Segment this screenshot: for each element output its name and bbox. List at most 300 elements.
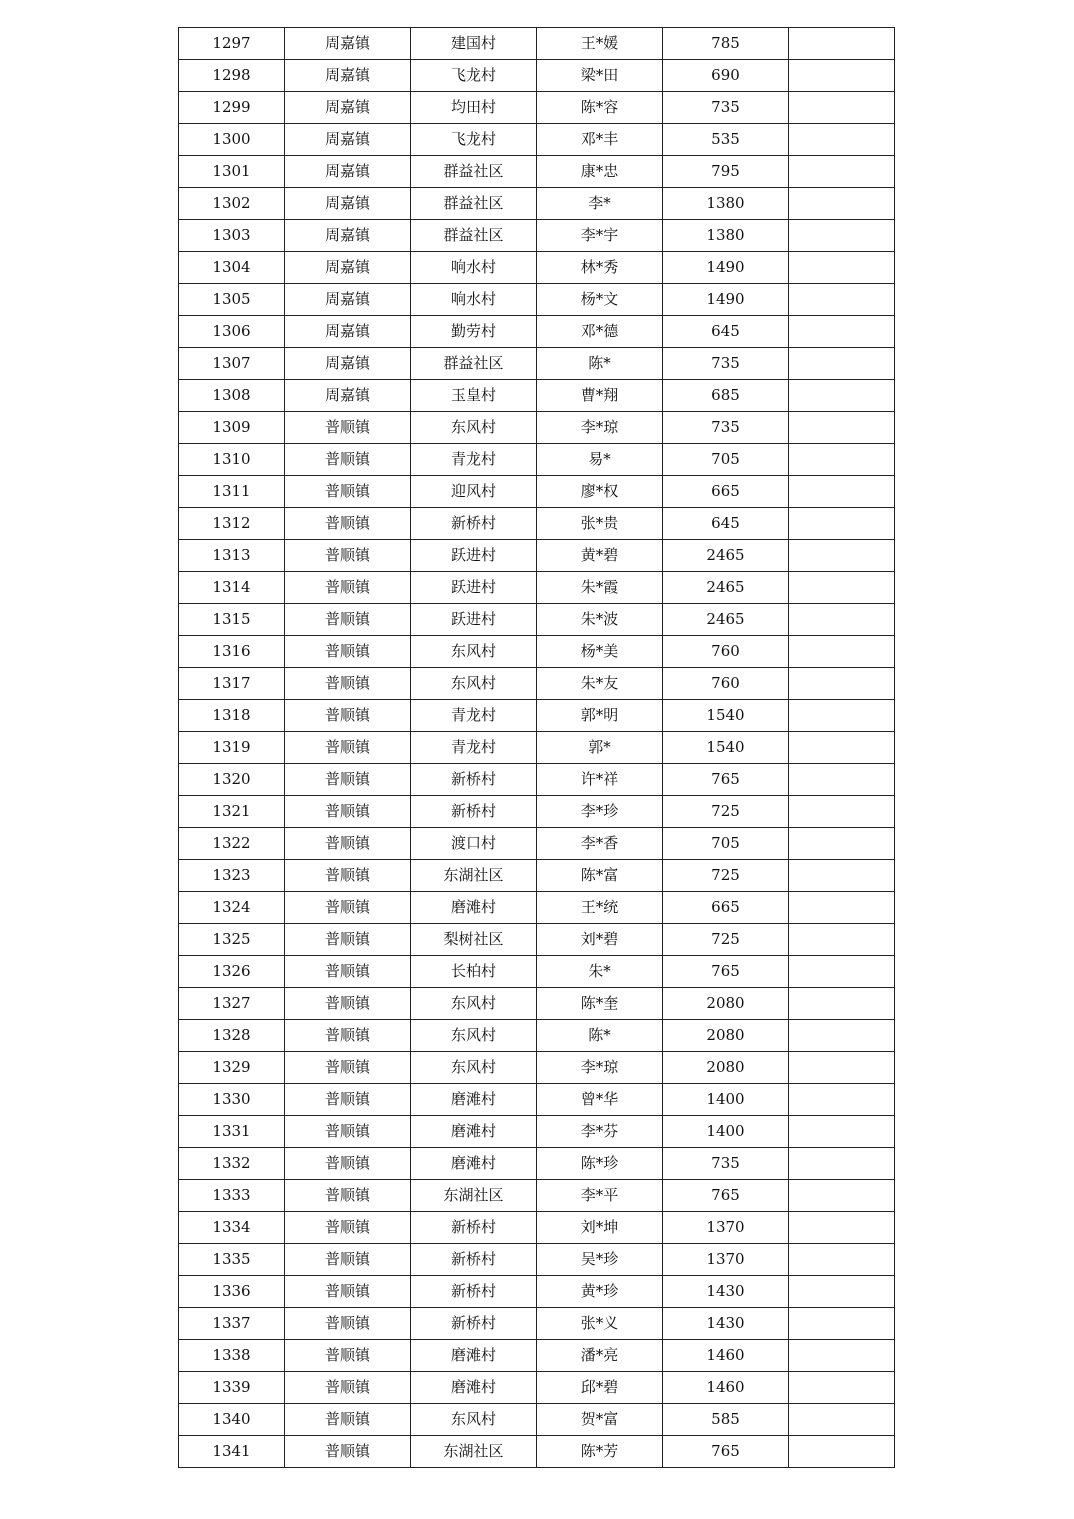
town-cell: 普顺镇 bbox=[285, 1148, 411, 1180]
remark-cell bbox=[789, 124, 895, 156]
village-cell: 东湖社区 bbox=[411, 1180, 537, 1212]
serial-number-cell: 1312 bbox=[179, 508, 285, 540]
name-cell: 易* bbox=[537, 444, 663, 476]
amount-cell: 2465 bbox=[663, 604, 789, 636]
serial-number-cell: 1305 bbox=[179, 284, 285, 316]
remark-cell bbox=[789, 412, 895, 444]
remark-cell bbox=[789, 700, 895, 732]
village-cell: 建国村 bbox=[411, 28, 537, 60]
town-cell: 普顺镇 bbox=[285, 636, 411, 668]
table-row bbox=[179, 540, 895, 572]
table-row bbox=[179, 252, 895, 284]
name-cell: 陈*富 bbox=[537, 860, 663, 892]
name-cell: 刘*碧 bbox=[537, 924, 663, 956]
village-cell: 梨树社区 bbox=[411, 924, 537, 956]
amount-cell: 1380 bbox=[663, 188, 789, 220]
table-row bbox=[179, 700, 895, 732]
amount-cell: 735 bbox=[663, 1148, 789, 1180]
village-cell: 东风村 bbox=[411, 1020, 537, 1052]
amount-cell: 1370 bbox=[663, 1244, 789, 1276]
town-cell: 普顺镇 bbox=[285, 668, 411, 700]
serial-number-cell: 1327 bbox=[179, 988, 285, 1020]
roster-table bbox=[178, 27, 895, 1468]
village-cell: 新桥村 bbox=[411, 508, 537, 540]
village-cell: 长柏村 bbox=[411, 956, 537, 988]
table-row bbox=[179, 60, 895, 92]
serial-number-cell: 1334 bbox=[179, 1212, 285, 1244]
town-cell: 周嘉镇 bbox=[285, 124, 411, 156]
remark-cell bbox=[789, 1052, 895, 1084]
name-cell: 王*统 bbox=[537, 892, 663, 924]
name-cell: 陈* bbox=[537, 1020, 663, 1052]
amount-cell: 765 bbox=[663, 1180, 789, 1212]
table-row bbox=[179, 1404, 895, 1436]
table-row bbox=[179, 444, 895, 476]
table-row bbox=[179, 604, 895, 636]
table-row bbox=[179, 28, 895, 60]
remark-cell bbox=[789, 892, 895, 924]
amount-cell: 705 bbox=[663, 828, 789, 860]
serial-number-cell: 1314 bbox=[179, 572, 285, 604]
village-cell: 飞龙村 bbox=[411, 124, 537, 156]
table-row bbox=[179, 1244, 895, 1276]
serial-number-cell: 1297 bbox=[179, 28, 285, 60]
name-cell: 李*香 bbox=[537, 828, 663, 860]
remark-cell bbox=[789, 1244, 895, 1276]
amount-cell: 1460 bbox=[663, 1340, 789, 1372]
remark-cell bbox=[789, 1372, 895, 1404]
serial-number-cell: 1311 bbox=[179, 476, 285, 508]
remark-cell bbox=[789, 540, 895, 572]
town-cell: 周嘉镇 bbox=[285, 380, 411, 412]
amount-cell: 1490 bbox=[663, 284, 789, 316]
amount-cell: 1370 bbox=[663, 1212, 789, 1244]
amount-cell: 760 bbox=[663, 668, 789, 700]
serial-number-cell: 1298 bbox=[179, 60, 285, 92]
name-cell: 郭* bbox=[537, 732, 663, 764]
village-cell: 新桥村 bbox=[411, 796, 537, 828]
name-cell: 张*贵 bbox=[537, 508, 663, 540]
serial-number-cell: 1300 bbox=[179, 124, 285, 156]
serial-number-cell: 1332 bbox=[179, 1148, 285, 1180]
serial-number-cell: 1307 bbox=[179, 348, 285, 380]
town-cell: 周嘉镇 bbox=[285, 156, 411, 188]
remark-cell bbox=[789, 60, 895, 92]
town-cell: 普顺镇 bbox=[285, 1052, 411, 1084]
amount-cell: 2080 bbox=[663, 988, 789, 1020]
name-cell: 杨*文 bbox=[537, 284, 663, 316]
town-cell: 普顺镇 bbox=[285, 924, 411, 956]
name-cell: 吴*珍 bbox=[537, 1244, 663, 1276]
remark-cell bbox=[789, 1148, 895, 1180]
amount-cell: 1380 bbox=[663, 220, 789, 252]
name-cell: 邓*德 bbox=[537, 316, 663, 348]
name-cell: 朱* bbox=[537, 956, 663, 988]
amount-cell: 585 bbox=[663, 1404, 789, 1436]
serial-number-cell: 1316 bbox=[179, 636, 285, 668]
table-row bbox=[179, 92, 895, 124]
table-row bbox=[179, 412, 895, 444]
table-row bbox=[179, 476, 895, 508]
remark-cell bbox=[789, 1404, 895, 1436]
village-cell: 新桥村 bbox=[411, 764, 537, 796]
name-cell: 朱*友 bbox=[537, 668, 663, 700]
amount-cell: 665 bbox=[663, 892, 789, 924]
name-cell: 梁*田 bbox=[537, 60, 663, 92]
village-cell: 群益社区 bbox=[411, 188, 537, 220]
remark-cell bbox=[789, 572, 895, 604]
name-cell: 杨*美 bbox=[537, 636, 663, 668]
serial-number-cell: 1319 bbox=[179, 732, 285, 764]
remark-cell bbox=[789, 348, 895, 380]
village-cell: 新桥村 bbox=[411, 1276, 537, 1308]
town-cell: 普顺镇 bbox=[285, 1276, 411, 1308]
name-cell: 邱*碧 bbox=[537, 1372, 663, 1404]
village-cell: 磨滩村 bbox=[411, 1084, 537, 1116]
serial-number-cell: 1320 bbox=[179, 764, 285, 796]
serial-number-cell: 1321 bbox=[179, 796, 285, 828]
name-cell: 郭*明 bbox=[537, 700, 663, 732]
town-cell: 普顺镇 bbox=[285, 1340, 411, 1372]
town-cell: 周嘉镇 bbox=[285, 28, 411, 60]
table-row bbox=[179, 1116, 895, 1148]
village-cell: 东风村 bbox=[411, 668, 537, 700]
amount-cell: 665 bbox=[663, 476, 789, 508]
table-row bbox=[179, 668, 895, 700]
town-cell: 普顺镇 bbox=[285, 1404, 411, 1436]
town-cell: 普顺镇 bbox=[285, 572, 411, 604]
remark-cell bbox=[789, 668, 895, 700]
remark-cell bbox=[789, 28, 895, 60]
name-cell: 陈*奎 bbox=[537, 988, 663, 1020]
amount-cell: 1460 bbox=[663, 1372, 789, 1404]
village-cell: 飞龙村 bbox=[411, 60, 537, 92]
town-cell: 普顺镇 bbox=[285, 1212, 411, 1244]
name-cell: 陈*容 bbox=[537, 92, 663, 124]
village-cell: 东风村 bbox=[411, 1404, 537, 1436]
village-cell: 东风村 bbox=[411, 636, 537, 668]
table-row bbox=[179, 348, 895, 380]
remark-cell bbox=[789, 220, 895, 252]
serial-number-cell: 1313 bbox=[179, 540, 285, 572]
remark-cell bbox=[789, 1212, 895, 1244]
amount-cell: 2465 bbox=[663, 572, 789, 604]
remark-cell bbox=[789, 380, 895, 412]
amount-cell: 1430 bbox=[663, 1276, 789, 1308]
table-row bbox=[179, 1148, 895, 1180]
remark-cell bbox=[789, 1340, 895, 1372]
table-row bbox=[179, 572, 895, 604]
serial-number-cell: 1335 bbox=[179, 1244, 285, 1276]
amount-cell: 1430 bbox=[663, 1308, 789, 1340]
name-cell: 贺*富 bbox=[537, 1404, 663, 1436]
serial-number-cell: 1324 bbox=[179, 892, 285, 924]
name-cell: 李*宇 bbox=[537, 220, 663, 252]
serial-number-cell: 1303 bbox=[179, 220, 285, 252]
serial-number-cell: 1315 bbox=[179, 604, 285, 636]
name-cell: 陈*珍 bbox=[537, 1148, 663, 1180]
amount-cell: 1540 bbox=[663, 732, 789, 764]
town-cell: 普顺镇 bbox=[285, 1436, 411, 1468]
serial-number-cell: 1322 bbox=[179, 828, 285, 860]
village-cell: 勤劳村 bbox=[411, 316, 537, 348]
amount-cell: 535 bbox=[663, 124, 789, 156]
village-cell: 磨滩村 bbox=[411, 892, 537, 924]
amount-cell: 795 bbox=[663, 156, 789, 188]
remark-cell bbox=[789, 508, 895, 540]
town-cell: 普顺镇 bbox=[285, 700, 411, 732]
name-cell: 康*忠 bbox=[537, 156, 663, 188]
serial-number-cell: 1317 bbox=[179, 668, 285, 700]
table-row bbox=[179, 284, 895, 316]
name-cell: 陈*芳 bbox=[537, 1436, 663, 1468]
town-cell: 普顺镇 bbox=[285, 796, 411, 828]
name-cell: 李*琼 bbox=[537, 412, 663, 444]
serial-number-cell: 1301 bbox=[179, 156, 285, 188]
remark-cell bbox=[789, 732, 895, 764]
serial-number-cell: 1304 bbox=[179, 252, 285, 284]
name-cell: 黄*碧 bbox=[537, 540, 663, 572]
town-cell: 普顺镇 bbox=[285, 1244, 411, 1276]
amount-cell: 785 bbox=[663, 28, 789, 60]
town-cell: 普顺镇 bbox=[285, 1308, 411, 1340]
amount-cell: 685 bbox=[663, 380, 789, 412]
village-cell: 磨滩村 bbox=[411, 1148, 537, 1180]
remark-cell bbox=[789, 188, 895, 220]
town-cell: 普顺镇 bbox=[285, 1116, 411, 1148]
village-cell: 东湖社区 bbox=[411, 1436, 537, 1468]
village-cell: 青龙村 bbox=[411, 444, 537, 476]
table-row bbox=[179, 1052, 895, 1084]
name-cell: 李*琼 bbox=[537, 1052, 663, 1084]
remark-cell bbox=[789, 284, 895, 316]
table-row bbox=[179, 1436, 895, 1468]
name-cell: 潘*亮 bbox=[537, 1340, 663, 1372]
serial-number-cell: 1336 bbox=[179, 1276, 285, 1308]
remark-cell bbox=[789, 604, 895, 636]
village-cell: 东风村 bbox=[411, 412, 537, 444]
town-cell: 普顺镇 bbox=[285, 1372, 411, 1404]
table-row bbox=[179, 188, 895, 220]
amount-cell: 725 bbox=[663, 796, 789, 828]
village-cell: 跃进村 bbox=[411, 572, 537, 604]
town-cell: 普顺镇 bbox=[285, 444, 411, 476]
serial-number-cell: 1338 bbox=[179, 1340, 285, 1372]
table-row bbox=[179, 1372, 895, 1404]
remark-cell bbox=[789, 764, 895, 796]
amount-cell: 2465 bbox=[663, 540, 789, 572]
table-row bbox=[179, 220, 895, 252]
town-cell: 普顺镇 bbox=[285, 828, 411, 860]
village-cell: 青龙村 bbox=[411, 732, 537, 764]
serial-number-cell: 1325 bbox=[179, 924, 285, 956]
name-cell: 许*祥 bbox=[537, 764, 663, 796]
village-cell: 群益社区 bbox=[411, 220, 537, 252]
table-row bbox=[179, 380, 895, 412]
serial-number-cell: 1341 bbox=[179, 1436, 285, 1468]
name-cell: 王*媛 bbox=[537, 28, 663, 60]
remark-cell bbox=[789, 956, 895, 988]
serial-number-cell: 1328 bbox=[179, 1020, 285, 1052]
table-row bbox=[179, 1212, 895, 1244]
amount-cell: 1490 bbox=[663, 252, 789, 284]
town-cell: 周嘉镇 bbox=[285, 188, 411, 220]
roster-table-body bbox=[179, 28, 895, 1468]
serial-number-cell: 1299 bbox=[179, 92, 285, 124]
amount-cell: 735 bbox=[663, 92, 789, 124]
serial-number-cell: 1310 bbox=[179, 444, 285, 476]
table-row bbox=[179, 1180, 895, 1212]
serial-number-cell: 1337 bbox=[179, 1308, 285, 1340]
village-cell: 响水村 bbox=[411, 252, 537, 284]
amount-cell: 705 bbox=[663, 444, 789, 476]
town-cell: 周嘉镇 bbox=[285, 348, 411, 380]
amount-cell: 645 bbox=[663, 508, 789, 540]
town-cell: 普顺镇 bbox=[285, 412, 411, 444]
name-cell: 刘*坤 bbox=[537, 1212, 663, 1244]
name-cell: 张*义 bbox=[537, 1308, 663, 1340]
village-cell: 东风村 bbox=[411, 1052, 537, 1084]
town-cell: 普顺镇 bbox=[285, 764, 411, 796]
remark-cell bbox=[789, 1020, 895, 1052]
remark-cell bbox=[789, 156, 895, 188]
name-cell: 廖*权 bbox=[537, 476, 663, 508]
remark-cell bbox=[789, 252, 895, 284]
amount-cell: 725 bbox=[663, 924, 789, 956]
town-cell: 普顺镇 bbox=[285, 860, 411, 892]
remark-cell bbox=[789, 1116, 895, 1148]
remark-cell bbox=[789, 988, 895, 1020]
serial-number-cell: 1329 bbox=[179, 1052, 285, 1084]
amount-cell: 1540 bbox=[663, 700, 789, 732]
table-row bbox=[179, 1340, 895, 1372]
remark-cell bbox=[789, 92, 895, 124]
town-cell: 普顺镇 bbox=[285, 540, 411, 572]
amount-cell: 1400 bbox=[663, 1116, 789, 1148]
village-cell: 东湖社区 bbox=[411, 860, 537, 892]
serial-number-cell: 1308 bbox=[179, 380, 285, 412]
village-cell: 均田村 bbox=[411, 92, 537, 124]
village-cell: 跃进村 bbox=[411, 540, 537, 572]
table-row bbox=[179, 508, 895, 540]
remark-cell bbox=[789, 444, 895, 476]
remark-cell bbox=[789, 1436, 895, 1468]
amount-cell: 735 bbox=[663, 348, 789, 380]
amount-cell: 765 bbox=[663, 764, 789, 796]
village-cell: 磨滩村 bbox=[411, 1116, 537, 1148]
town-cell: 周嘉镇 bbox=[285, 284, 411, 316]
table-row bbox=[179, 124, 895, 156]
table-row bbox=[179, 764, 895, 796]
village-cell: 新桥村 bbox=[411, 1212, 537, 1244]
village-cell: 群益社区 bbox=[411, 348, 537, 380]
remark-cell bbox=[789, 828, 895, 860]
serial-number-cell: 1318 bbox=[179, 700, 285, 732]
amount-cell: 765 bbox=[663, 956, 789, 988]
remark-cell bbox=[789, 924, 895, 956]
town-cell: 普顺镇 bbox=[285, 732, 411, 764]
name-cell: 朱*波 bbox=[537, 604, 663, 636]
town-cell: 周嘉镇 bbox=[285, 92, 411, 124]
serial-number-cell: 1330 bbox=[179, 1084, 285, 1116]
table-row bbox=[179, 988, 895, 1020]
remark-cell bbox=[789, 796, 895, 828]
table-row bbox=[179, 796, 895, 828]
amount-cell: 2080 bbox=[663, 1052, 789, 1084]
town-cell: 普顺镇 bbox=[285, 956, 411, 988]
serial-number-cell: 1323 bbox=[179, 860, 285, 892]
table-row bbox=[179, 732, 895, 764]
table-row bbox=[179, 924, 895, 956]
serial-number-cell: 1306 bbox=[179, 316, 285, 348]
village-cell: 渡口村 bbox=[411, 828, 537, 860]
table-row bbox=[179, 1308, 895, 1340]
table-row bbox=[179, 956, 895, 988]
village-cell: 响水村 bbox=[411, 284, 537, 316]
village-cell: 迎风村 bbox=[411, 476, 537, 508]
remark-cell bbox=[789, 860, 895, 892]
village-cell: 新桥村 bbox=[411, 1244, 537, 1276]
town-cell: 普顺镇 bbox=[285, 604, 411, 636]
town-cell: 普顺镇 bbox=[285, 1020, 411, 1052]
name-cell: 李*珍 bbox=[537, 796, 663, 828]
name-cell: 曾*华 bbox=[537, 1084, 663, 1116]
town-cell: 普顺镇 bbox=[285, 892, 411, 924]
name-cell: 邓*丰 bbox=[537, 124, 663, 156]
table-row bbox=[179, 1084, 895, 1116]
table-row bbox=[179, 828, 895, 860]
name-cell: 林*秀 bbox=[537, 252, 663, 284]
amount-cell: 725 bbox=[663, 860, 789, 892]
town-cell: 普顺镇 bbox=[285, 1180, 411, 1212]
village-cell: 东风村 bbox=[411, 988, 537, 1020]
amount-cell: 1400 bbox=[663, 1084, 789, 1116]
amount-cell: 690 bbox=[663, 60, 789, 92]
town-cell: 普顺镇 bbox=[285, 988, 411, 1020]
town-cell: 普顺镇 bbox=[285, 508, 411, 540]
table-row bbox=[179, 156, 895, 188]
town-cell: 普顺镇 bbox=[285, 1084, 411, 1116]
name-cell: 李*平 bbox=[537, 1180, 663, 1212]
table-row bbox=[179, 860, 895, 892]
town-cell: 周嘉镇 bbox=[285, 252, 411, 284]
serial-number-cell: 1331 bbox=[179, 1116, 285, 1148]
town-cell: 周嘉镇 bbox=[285, 220, 411, 252]
serial-number-cell: 1340 bbox=[179, 1404, 285, 1436]
remark-cell bbox=[789, 476, 895, 508]
village-cell: 玉皇村 bbox=[411, 380, 537, 412]
amount-cell: 2080 bbox=[663, 1020, 789, 1052]
village-cell: 磨滩村 bbox=[411, 1340, 537, 1372]
remark-cell bbox=[789, 1276, 895, 1308]
village-cell: 群益社区 bbox=[411, 156, 537, 188]
name-cell: 曹*翔 bbox=[537, 380, 663, 412]
town-cell: 普顺镇 bbox=[285, 476, 411, 508]
table-row bbox=[179, 636, 895, 668]
amount-cell: 645 bbox=[663, 316, 789, 348]
remark-cell bbox=[789, 316, 895, 348]
village-cell: 跃进村 bbox=[411, 604, 537, 636]
amount-cell: 765 bbox=[663, 1436, 789, 1468]
remark-cell bbox=[789, 1180, 895, 1212]
remark-cell bbox=[789, 1084, 895, 1116]
serial-number-cell: 1302 bbox=[179, 188, 285, 220]
table-row bbox=[179, 1020, 895, 1052]
town-cell: 周嘉镇 bbox=[285, 60, 411, 92]
town-cell: 周嘉镇 bbox=[285, 316, 411, 348]
amount-cell: 760 bbox=[663, 636, 789, 668]
amount-cell: 735 bbox=[663, 412, 789, 444]
